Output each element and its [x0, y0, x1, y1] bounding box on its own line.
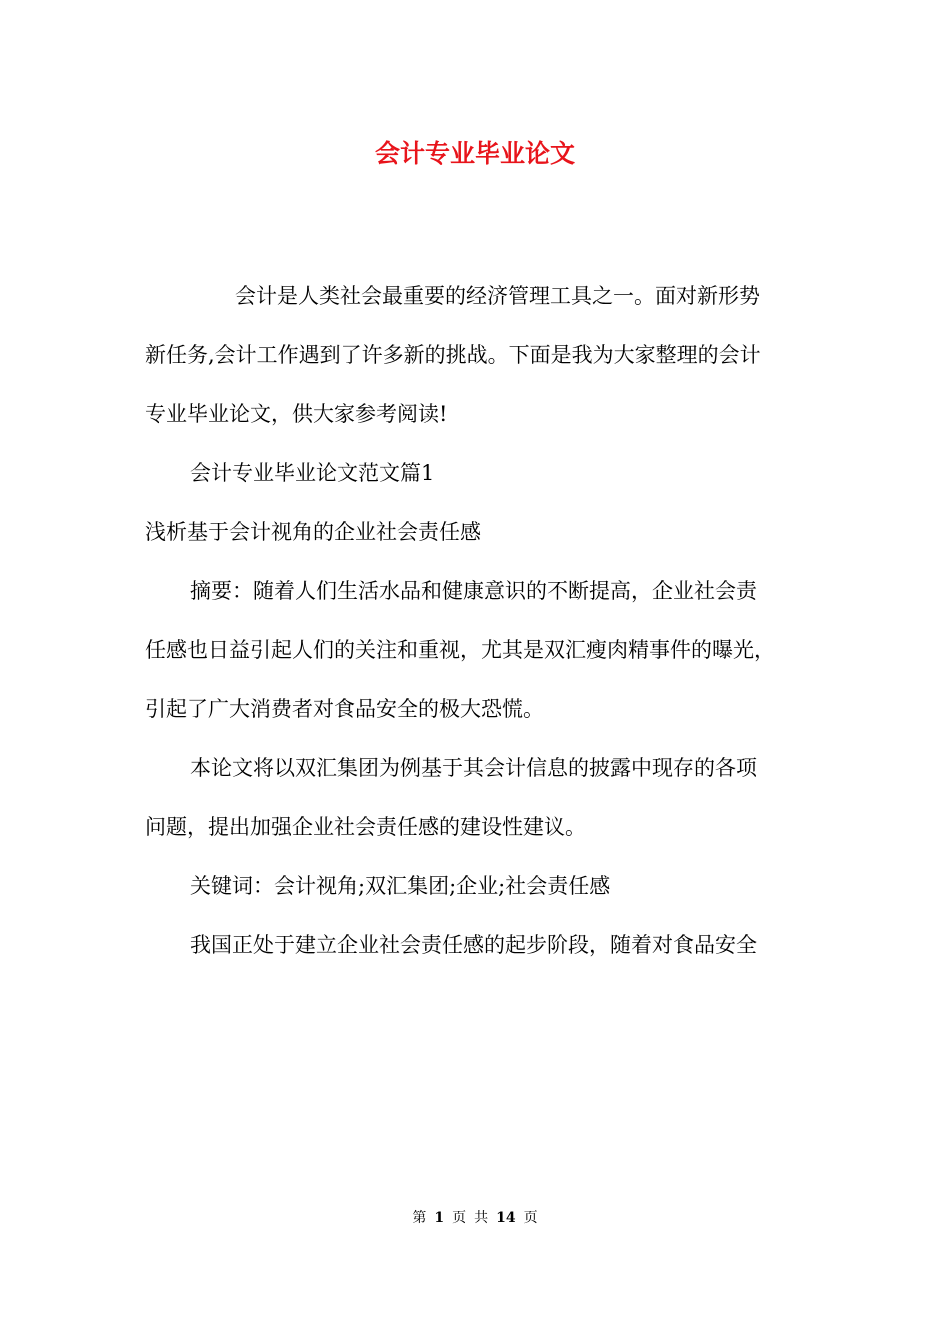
text-line: 摘要：随着人们生活水品和健康意识的不断提高，企业社会责: [190, 579, 757, 603]
text-line: 引起了广大消费者对食品安全的极大恐慌。: [145, 697, 544, 721]
document-body: [145, 267, 805, 975]
paragraph-intro: [145, 267, 805, 444]
text-line: 我国正处于建立企业社会责任感的起步阶段，随着对食品安全: [190, 933, 757, 957]
document-title: 会计专业毕业论文: [374, 139, 575, 168]
text-line: 会计是人类社会最重要的经济管理工具之一。面对新形势: [235, 284, 760, 308]
text-line: 问题，提出加强企业社会责任感的建设性建议。: [145, 815, 586, 839]
paragraph-article-title: [145, 503, 805, 562]
section-heading: 会计专业毕业论文范文篇1: [190, 461, 435, 485]
footer-total-pages: 14: [496, 1210, 516, 1226]
paragraph-purpose: [145, 739, 805, 857]
footer-current-page: 1: [434, 1210, 445, 1226]
text-line: 任感也日益引起人们的关注和重视，尤其是双汇瘦肉精事件的曝光，: [145, 638, 775, 662]
footer-page-word: 页: [452, 1210, 467, 1226]
paragraph-abstract: [145, 562, 805, 739]
text-line: 本论文将以双汇集团为例基于其会计信息的披露中现存的各项: [190, 756, 757, 780]
text-line: 专业毕业论文，供大家参考阅读!: [145, 402, 448, 426]
page-footer: [0, 1206, 950, 1230]
paragraph-body-start: [145, 916, 805, 975]
article-title: 浅析基于会计视角的企业社会责任感: [145, 520, 481, 544]
keywords-line: 关键词：会计视角;双汇集团;企业;社会责任感: [190, 874, 611, 898]
footer-prefix: 第: [412, 1210, 427, 1226]
text-line: 新任务,会计工作遇到了许多新的挑战。下面是我为大家整理的会计: [145, 343, 761, 367]
paragraph-keywords: [145, 857, 805, 916]
footer-total-prefix: 共: [474, 1210, 489, 1226]
paragraph-section-heading: [145, 444, 805, 503]
footer-suffix: 页: [523, 1210, 538, 1226]
